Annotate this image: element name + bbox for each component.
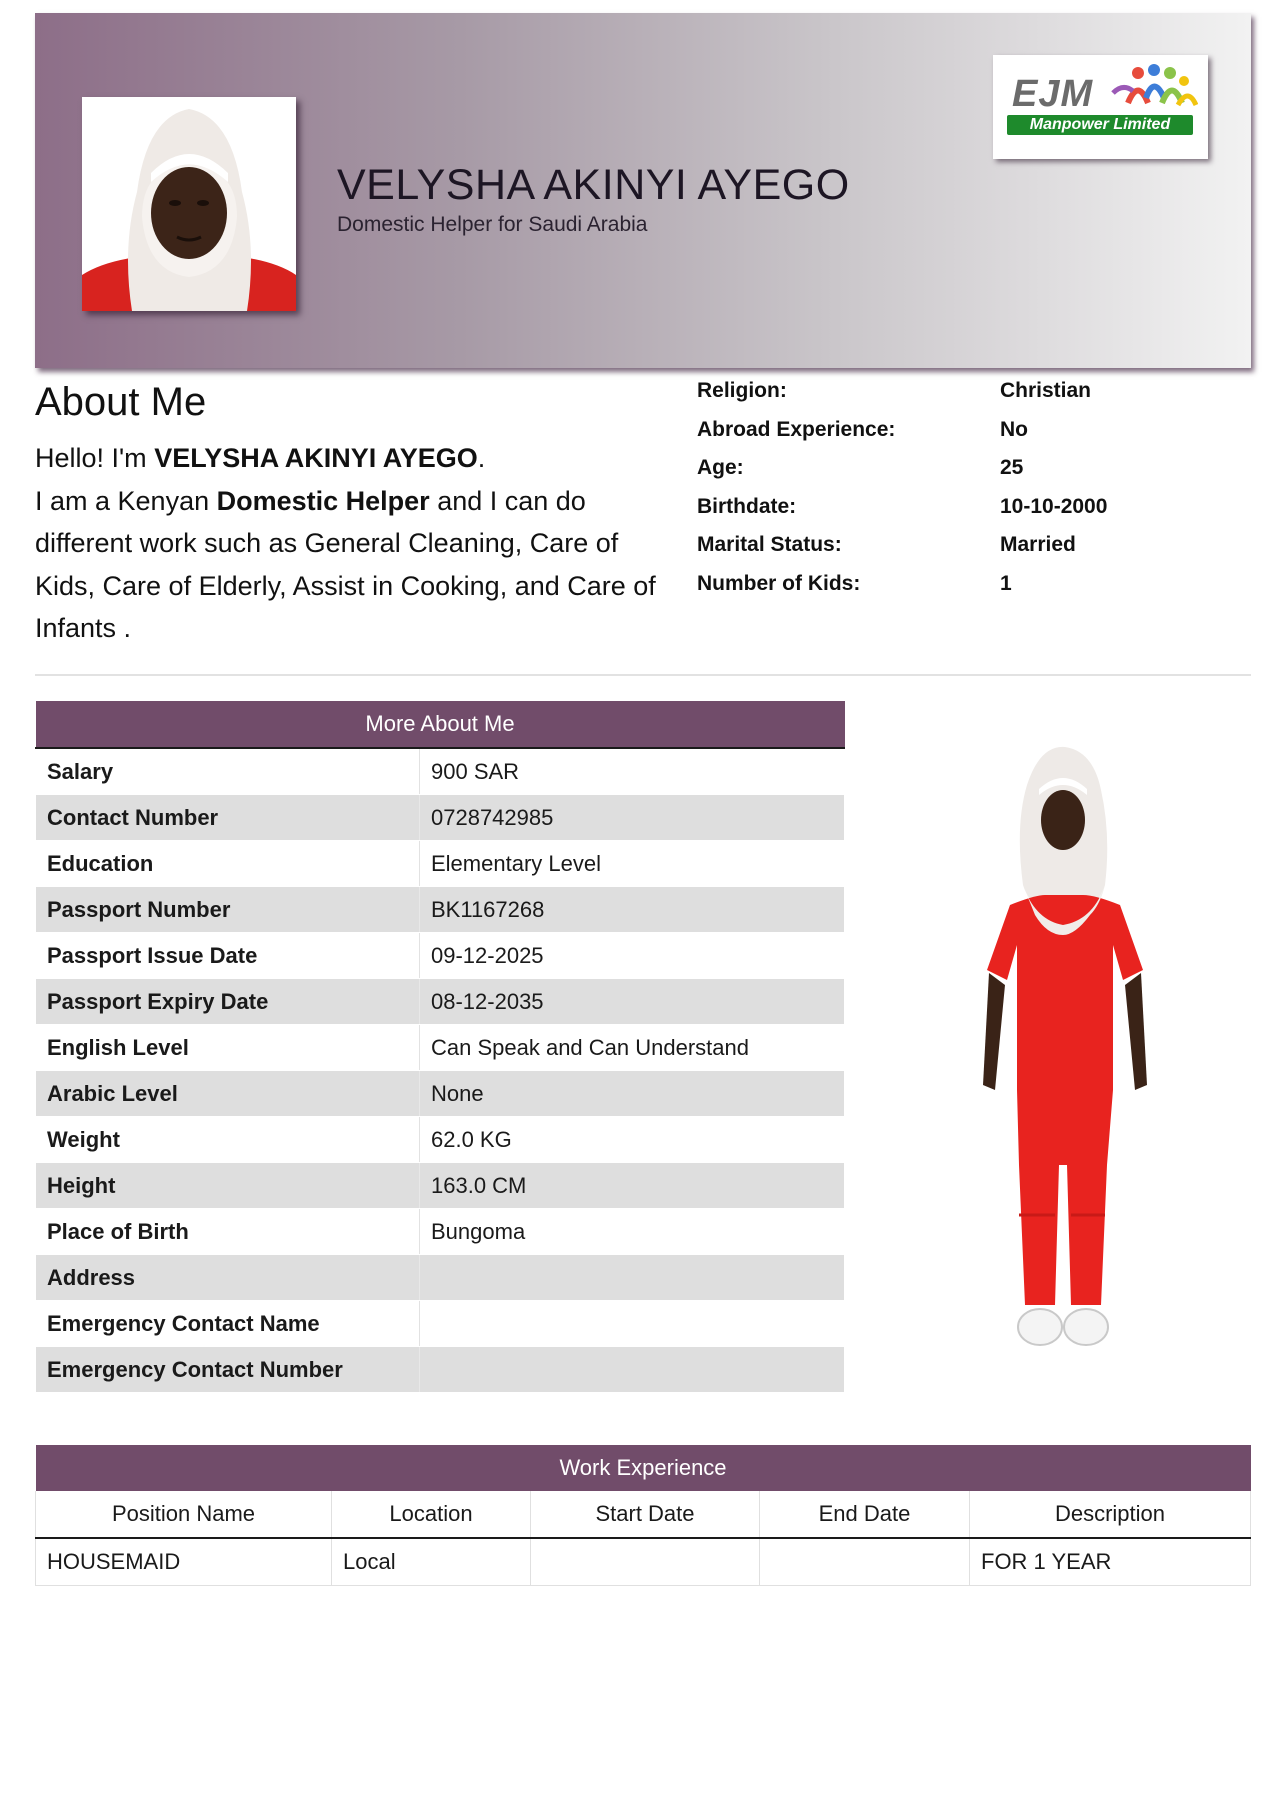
row-value <box>420 1255 845 1301</box>
column-header-description: Description <box>970 1491 1251 1538</box>
fact-abroad-experience <box>697 414 1257 453</box>
row-label: Height <box>36 1163 420 1209</box>
candidate-name: VELYSHA AKINYI AYEGO <box>337 161 850 209</box>
row-label: Weight <box>36 1117 420 1163</box>
about-description: and I can do different work such as General Cleaning, Care of Kids, Care of Elderly, Assist in Cooking, and Care of Infants . <box>35 485 656 643</box>
logo-sub-text: Manpower Limited <box>1007 115 1193 135</box>
table-row <box>36 841 845 887</box>
company-logo <box>993 55 1208 159</box>
fact-number-of-kids <box>697 568 1257 607</box>
table-row <box>36 1071 845 1117</box>
row-label: Passport Expiry Date <box>36 979 420 1025</box>
fact-label: Number of Kids: <box>697 571 861 595</box>
fact-label: Religion: <box>697 379 787 402</box>
logo-main-text: EJM <box>1012 73 1094 115</box>
fact-label: Abroad Experience: <box>697 417 896 441</box>
fact-value: Married <box>1000 533 1076 556</box>
table-row <box>36 1117 845 1163</box>
fact-religion <box>697 375 1257 414</box>
table-row <box>36 1347 845 1393</box>
column-header-location: Location <box>332 1491 531 1538</box>
about-name: VELYSHA AKINYI AYEGO <box>154 443 478 473</box>
about-intro: I am a Kenyan <box>35 485 217 516</box>
about-greeting: Hello! I'm <box>35 443 155 473</box>
portrait-image <box>82 97 296 311</box>
fact-label: Marital Status: <box>697 533 842 556</box>
more-about-title: More About Me <box>36 701 845 748</box>
row-label: Emergency Contact Number <box>36 1347 420 1393</box>
full-body-photo <box>955 745 1155 1355</box>
column-header-start-date: Start Date <box>531 1491 760 1538</box>
fact-label: Age: <box>697 456 744 479</box>
row-value: 62.0 KG <box>420 1117 845 1163</box>
table-row <box>36 748 845 795</box>
fact-birthdate <box>697 491 1257 530</box>
table-row <box>36 1025 845 1071</box>
cell-end-date <box>760 1538 970 1586</box>
table-row <box>36 979 845 1025</box>
column-header-end-date: End Date <box>760 1491 970 1538</box>
row-label: Place of Birth <box>36 1209 420 1255</box>
row-value: 09-12-2025 <box>420 933 845 979</box>
fact-age <box>697 452 1257 491</box>
fact-value: 1 <box>1000 571 1012 595</box>
about-role: Domestic Helper <box>216 485 430 516</box>
row-value: None <box>420 1071 845 1117</box>
candidate-subtitle: Domestic Helper for Saudi Arabia <box>337 213 648 236</box>
fact-value: Christian <box>1000 379 1092 402</box>
fact-value: No <box>1000 417 1028 441</box>
row-value: 0728742985 <box>420 795 845 841</box>
fact-value: 25 <box>1000 456 1024 479</box>
row-value: Can Speak and Can Understand <box>420 1025 845 1071</box>
work-experience-title: Work Experience <box>36 1445 1251 1491</box>
row-label: Salary <box>36 748 420 795</box>
about-paragraph <box>35 437 665 650</box>
row-label: Passport Number <box>36 887 420 933</box>
table-row <box>36 1301 845 1347</box>
table-row <box>36 795 845 841</box>
header-banner <box>35 13 1251 368</box>
row-value: BK1167268 <box>420 887 845 933</box>
table-row <box>36 1163 845 1209</box>
row-value <box>420 1347 845 1393</box>
cell-position: HOUSEMAID <box>36 1538 332 1586</box>
row-value: 163.0 CM <box>420 1163 845 1209</box>
row-label: Education <box>36 841 420 887</box>
fact-value: 10-10-2000 <box>1000 494 1108 518</box>
row-label: English Level <box>36 1025 420 1071</box>
row-label: Contact Number <box>36 795 420 841</box>
column-header-position: Position Name <box>36 1491 332 1538</box>
row-label: Passport Issue Date <box>36 933 420 979</box>
about-greeting-end: . <box>477 443 486 473</box>
row-value: 900 SAR <box>420 748 845 795</box>
quick-facts <box>697 375 1257 606</box>
cell-start-date <box>531 1538 760 1586</box>
row-value: 08-12-2035 <box>420 979 845 1025</box>
work-experience-table <box>35 1445 1251 1586</box>
more-about-table <box>35 701 845 1393</box>
full-body-image <box>955 745 1155 1355</box>
fact-label: Birthdate: <box>697 494 797 518</box>
table-row <box>36 1255 845 1301</box>
row-label: Emergency Contact Name <box>36 1301 420 1347</box>
cell-location: Local <box>332 1538 531 1586</box>
row-value: Bungoma <box>420 1209 845 1255</box>
about-title: About Me <box>35 380 207 424</box>
section-divider <box>35 674 1251 676</box>
people-logo-icon <box>1108 63 1198 113</box>
row-label: Arabic Level <box>36 1071 420 1117</box>
portrait-photo <box>82 97 296 311</box>
fact-marital-status <box>697 529 1257 568</box>
row-label: Address <box>36 1255 420 1301</box>
cell-description: FOR 1 YEAR <box>970 1538 1251 1586</box>
table-row <box>36 1209 845 1255</box>
table-row <box>36 887 845 933</box>
table-row <box>36 1538 1251 1586</box>
table-row <box>36 933 845 979</box>
row-value: Elementary Level <box>420 841 845 887</box>
row-value <box>420 1301 845 1347</box>
